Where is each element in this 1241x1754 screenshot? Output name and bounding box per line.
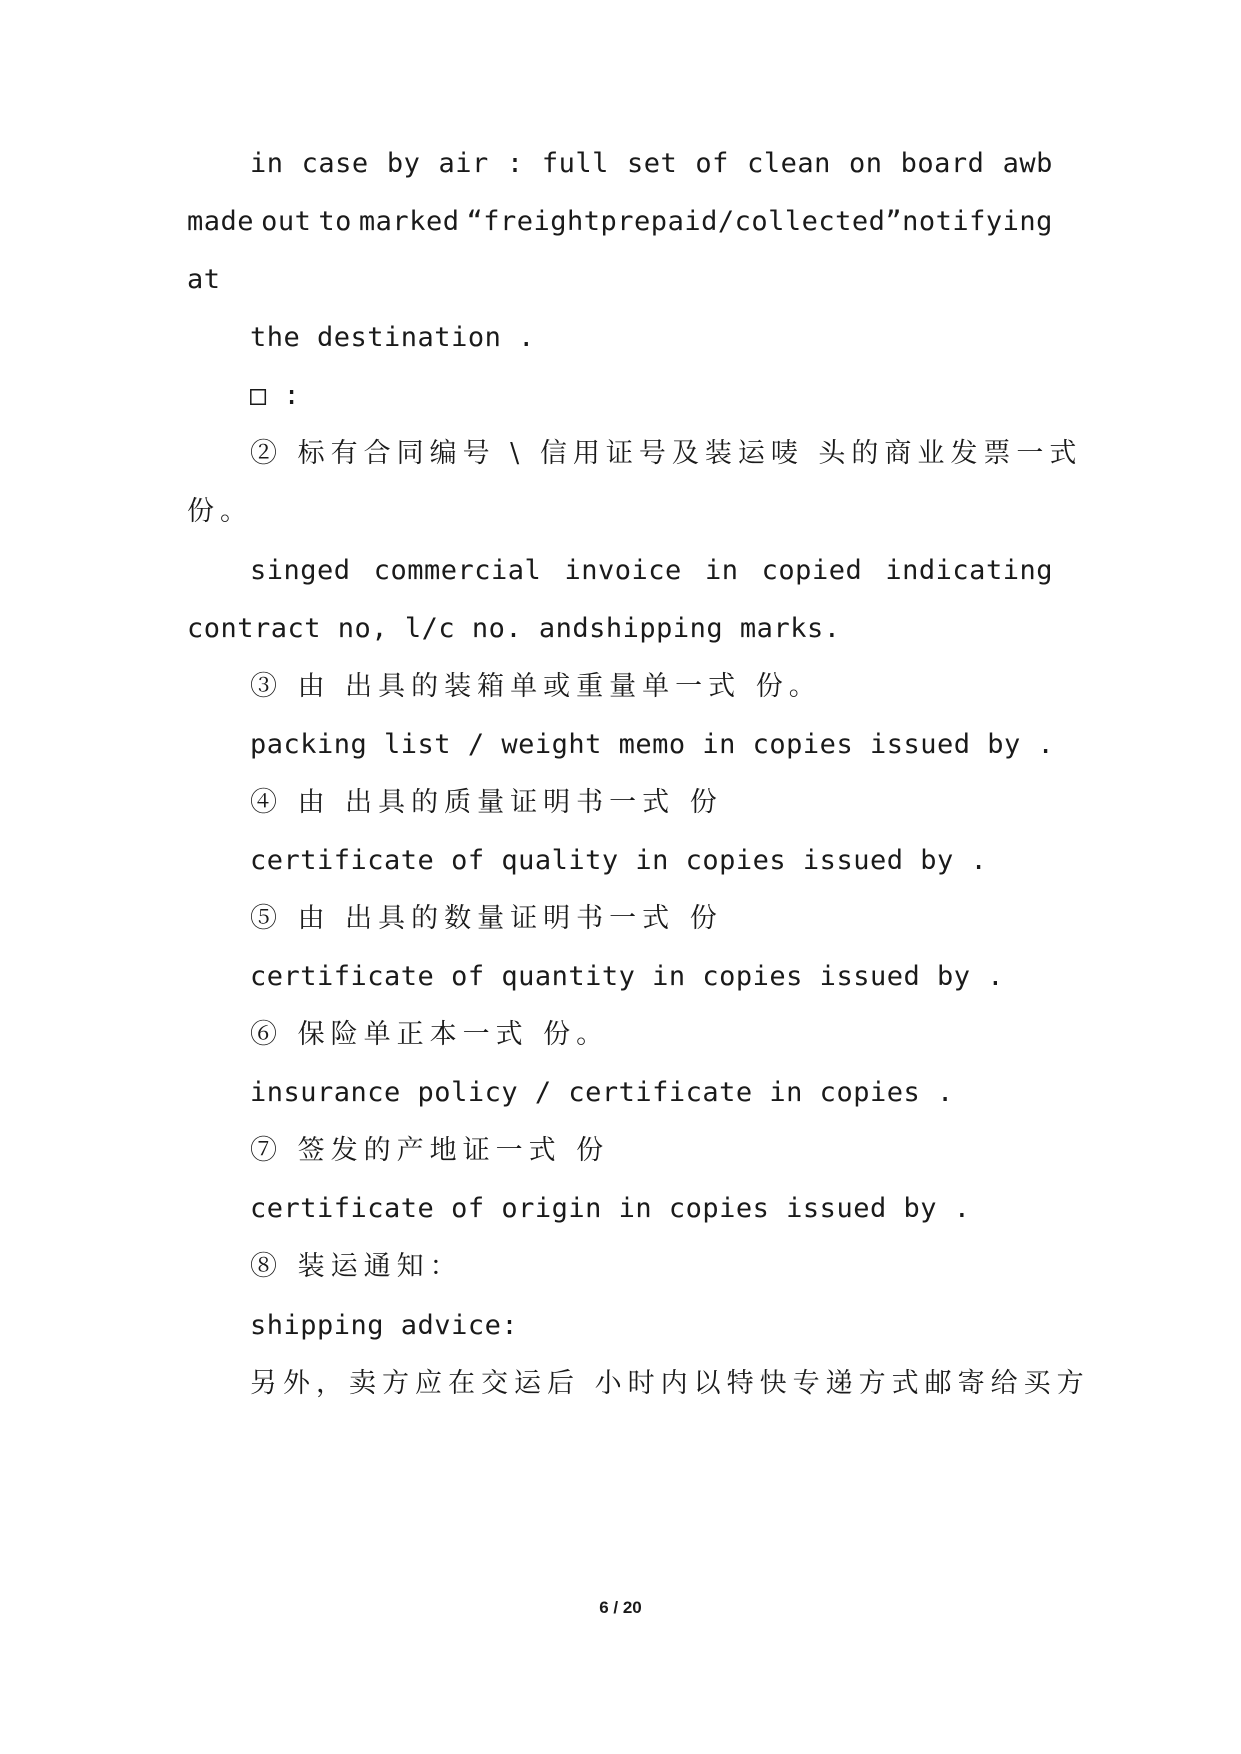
word: on <box>848 148 883 179</box>
word: indicating <box>885 555 1053 586</box>
word: set <box>626 148 678 179</box>
item-5-english-line: certificate of quantity in copies issued by . <box>250 961 1004 992</box>
word: air <box>438 148 489 179</box>
word: clean <box>747 148 831 179</box>
item-2-english-line <box>0 553 1053 589</box>
word: invoice <box>564 555 682 586</box>
word: in <box>704 555 739 586</box>
word: marked <box>358 206 460 237</box>
paragraph-line-4: the destination . <box>250 322 535 353</box>
page-number: 6 / 20 <box>599 1598 642 1617</box>
item-8-chinese-line: ⑧ 装运通知： <box>250 1251 463 1282</box>
word: board <box>900 148 985 179</box>
word: awb <box>1002 148 1053 179</box>
item-7-chinese-line: ⑦ 签发的产地证一式 份 <box>250 1135 610 1166</box>
word: to <box>318 206 352 237</box>
item-7-english-line: certificate of origin in copies issued by . <box>250 1193 971 1224</box>
paragraph-line-1 <box>0 146 1053 182</box>
item-3-english-line: packing list / weight memo in copies issued by . <box>250 729 1055 760</box>
item-5-chinese-line: ⑤ 由 出具的数量证明书一式 份 <box>250 903 723 934</box>
word: by <box>386 148 421 179</box>
word: copied <box>761 555 863 586</box>
word: singed <box>250 555 351 586</box>
word: of <box>695 148 729 179</box>
item-4-english-line: certificate of quality in copies issued by . <box>250 845 988 876</box>
word: in <box>250 148 284 179</box>
word: case <box>301 148 369 179</box>
item-2-english-continuation: contract no, l/c no. andshipping marks. <box>187 613 841 644</box>
item-6-english-line: insurance policy / certificate in copies . <box>250 1077 954 1108</box>
word: commercial <box>373 555 542 586</box>
item-3-chinese-line: ③ 由 出具的装箱单或重量单一式 份。 <box>250 671 822 702</box>
closing-chinese-line: 另外，卖方应在交运后 小时内以特快专递方式邮寄给买方 <box>250 1368 1090 1399</box>
item-2-chinese-line: ② 标有合同编号 \ 信用证号及装运唛 头的商业发票一式 <box>250 438 1083 469</box>
item-8-english-line: shipping advice: <box>250 1310 519 1341</box>
word: out <box>261 206 312 237</box>
checkbox-placeholder-line: □ : <box>250 380 301 411</box>
word: full <box>541 148 609 179</box>
item-2-chinese-continuation: 份。 <box>187 496 253 527</box>
word: : <box>506 148 524 179</box>
paragraph-line-3: at <box>187 264 221 295</box>
item-4-chinese-line: ④ 由 出具的质量证明书一式 份 <box>250 787 723 818</box>
word: “freightprepaid/collected”notifying <box>466 206 1053 237</box>
item-6-chinese-line: ⑥ 保险单正本一式 份。 <box>250 1019 610 1050</box>
word: made <box>187 206 255 237</box>
paragraph-line-2 <box>0 204 1053 240</box>
